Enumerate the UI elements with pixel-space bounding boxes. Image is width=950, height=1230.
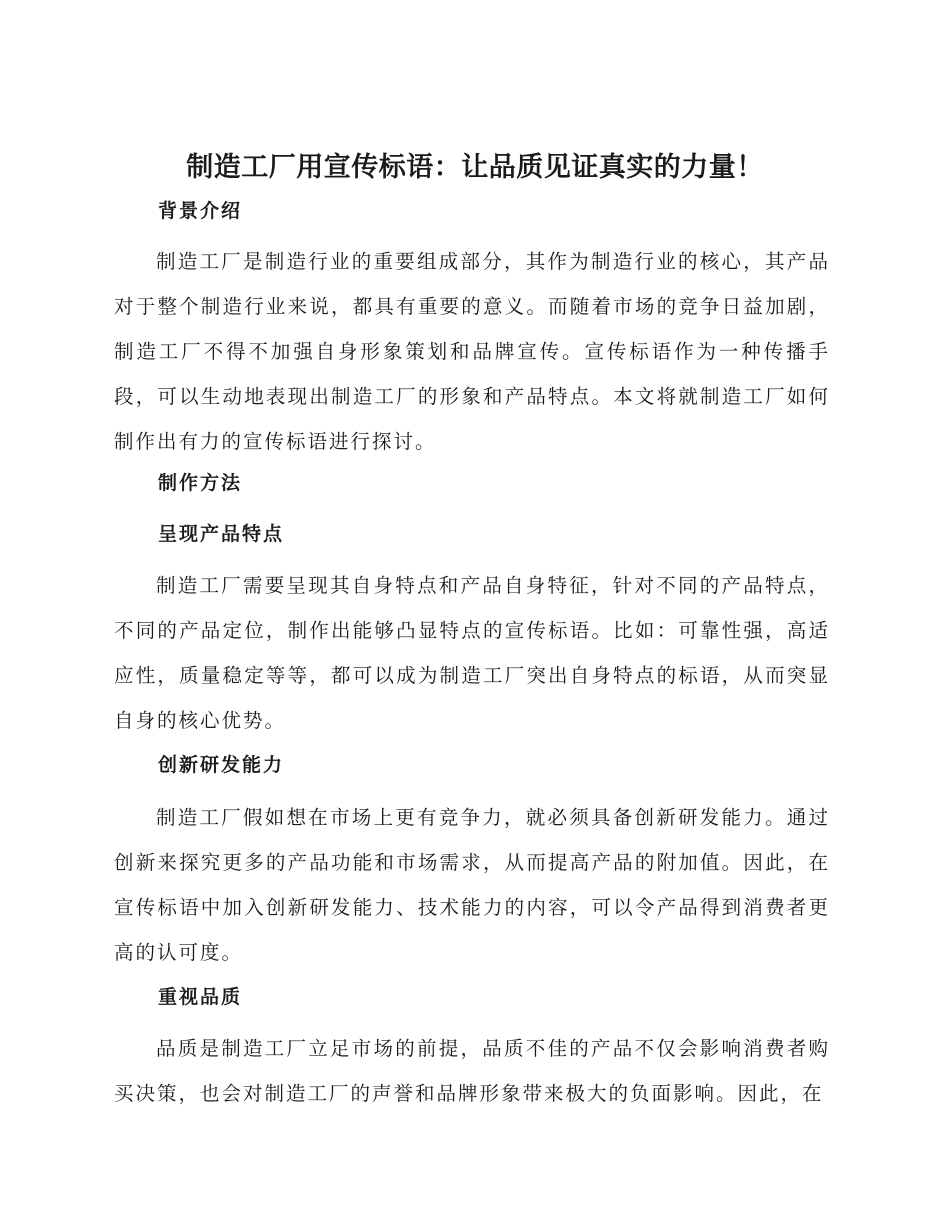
section-heading-methods: 制作方法 <box>158 472 243 494</box>
section-paragraph-innovation: 制造工厂假如想在市场上更有竞争力，就必须具备创新研发能力。通过创新来探究更多的产品功能和市场需求，从而提高产品的附加值。因此，在宣传标语中加入创新研发能力、技术能力的内容，可以令产品得到消费者更高的认可度。 <box>114 806 830 964</box>
section-heading-innovation: 创新研发能力 <box>158 754 285 776</box>
section-paragraph-product-features: 制造工厂需要呈现其自身特点和产品自身特征，针对不同的产品特点，不同的产品定位，制作出能够凸显特点的宣传标语。比如：可靠性强，高适应性，质量稳定等等，都可以成为制造工厂突出自身特点的标语，从而突显自身的核心优势。 <box>114 574 830 732</box>
section-heading-quality: 重视品质 <box>158 986 243 1008</box>
section-paragraph-quality: 品质是制造工厂立足市场的前提，品质不佳的产品不仅会影响消费者购买决策，也会对制造工厂的声誉和品牌形象带来极大的负面影响。因此，在 <box>114 1037 830 1105</box>
section-paragraph-background: 制造工厂是制造行业的重要组成部分，其作为制造行业的核心，其产品对于整个制造行业来说，都具有重要的意义。而随着市场的竞争日益加剧，制造工厂不得不加强自身形象策划和品牌宣传。宣传标语作为一种传播手段，可以生动地表现出制造工厂的形象和产品特点。本文将就制造工厂如何制作出有力的宣传标语进行探讨。 <box>114 250 830 453</box>
section-heading-background: 背景介绍 <box>158 200 243 222</box>
section-heading-product-features: 呈现产品特点 <box>158 523 285 545</box>
page-title: 制造工厂用宣传标语：让品质见证真实的力量！ <box>186 152 764 183</box>
